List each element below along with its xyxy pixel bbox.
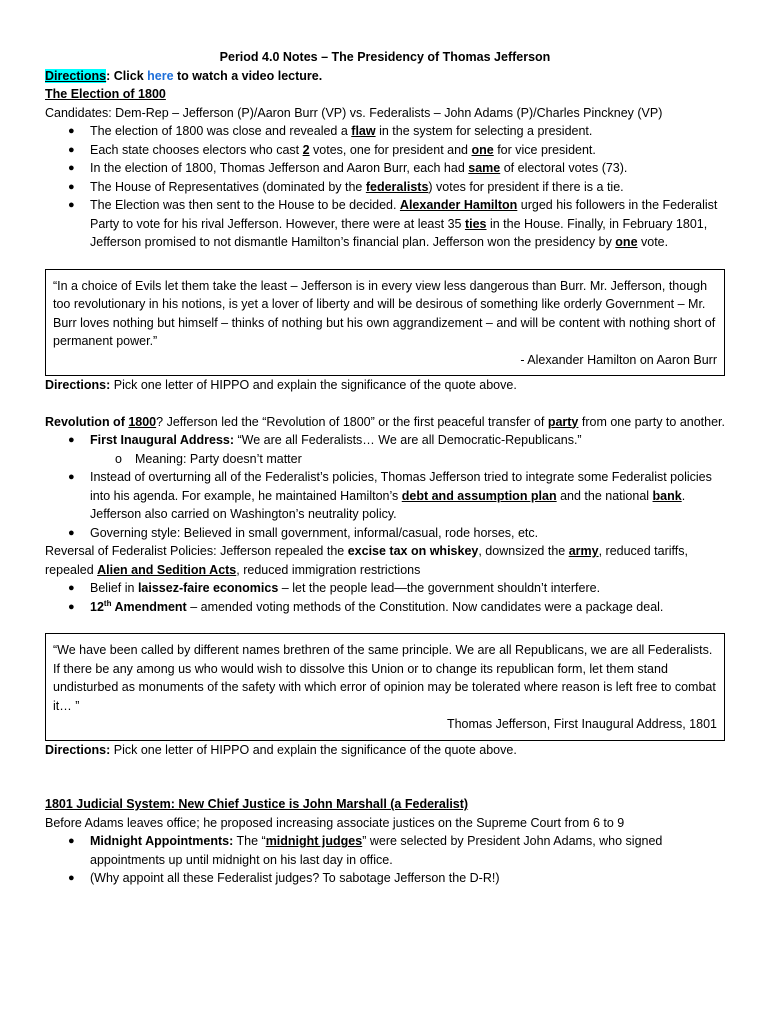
- judicial-bullets: [45, 832, 725, 888]
- list-item: ● Belief in laissez-faire economics – let the people lead—the government shouldn’t interfere.: [45, 579, 725, 598]
- quote-attribution: - Alexander Hamilton on Aaron Burr: [520, 352, 717, 367]
- list-item: ● (Why appoint all these Federalist judges? To sabotage Jefferson the D-R!): [45, 869, 725, 888]
- judicial-intro: Before Adams leaves office; he proposed increasing associate justices on the Supreme Court from 6 to 9: [45, 815, 625, 830]
- judicial-heading: 1801 Judicial System: New Chief Justice is John Marshall (a Federalist): [45, 797, 469, 811]
- page-title: Period 4.0 Notes – The Presidency of Thomas Jefferson: [219, 50, 551, 64]
- document-body: [45, 48, 725, 888]
- list-item: ● The election of 1800 was close and revealed a flaw in the system for selecting a president.: [45, 122, 725, 141]
- list-item: ● In the election of 1800, Thomas Jefferson and Aaron Burr, each had same of electoral votes (73).: [45, 159, 725, 178]
- directions-label: Directions: [45, 68, 107, 83]
- revolution-paragraph: Revolution of 1800? Jefferson led the “Revolution of 1800” or the first peaceful transfer of party from one party to another.: [45, 414, 726, 429]
- election-bullets: [45, 122, 725, 252]
- meaning-subitem: o Meaning: Party doesn’t matter: [45, 450, 725, 469]
- list-item: ● Midnight Appointments: The “midnight judges” were selected by President John Adams, who signed appointments up until midnight on his last day in office.: [45, 832, 725, 869]
- list-item: ● Instead of overturning all of the Federalist’s policies, Thomas Jefferson tried to integrate some Federalist policies into his agenda. For example, he maintained Hamilton’s debt and assumption plan and the national bank. Jefferson also carried on Washington’s neutrality policy.: [45, 468, 725, 524]
- hamilton-quote-box: [45, 269, 725, 377]
- list-item: ● Each state chooses electors who cast 2 votes, one for president and one for vice president.: [45, 141, 725, 160]
- hippo-directions: Directions: Pick one letter of HIPPO and explain the significance of the quote above.: [45, 378, 517, 392]
- list-item: ● 12th Amendment – amended voting methods of the Constitution. Now candidates were a package deal.: [45, 598, 725, 617]
- jefferson-quote-box: [45, 633, 725, 741]
- directions-line: Directions: Click here to watch a video lecture.: [45, 68, 323, 83]
- list-item: ● First Inaugural Address: “We are all Federalists… We are all Democratic-Republicans.”: [45, 431, 725, 450]
- video-lecture-link[interactable]: here: [147, 68, 174, 83]
- election-heading: The Election of 1800: [45, 87, 166, 101]
- quote-text: “In a choice of Evils let them take the least – Jefferson is in every view less dangerous than Burr. Mr. Jefferson, though too revolutionary in his notions, is yet a lover of liberty and will be desirous of something like orderly Government – Mr. Burr loves nothing but himself – thinks of nothing but his own aggrandizement – and will be content with nothing short of permanent power.”: [53, 278, 716, 348]
- quote-attribution: Thomas Jefferson, First Inaugural Address, 1801: [446, 717, 717, 731]
- candidates-line: Candidates: Dem-Rep – Jefferson (P)/Aaron Burr (VP) vs. Federalists – John Adams (P)/Charles Pinckney (VP): [45, 105, 663, 120]
- reversal-paragraph: Reversal of Federalist Policies: Jefferson repealed the excise tax on whiskey, downsized the army, reduced tariffs, repealed Alien and Sedition Acts, reduced immigration restrictions: [45, 544, 688, 577]
- list-item: ● The Election was then sent to the House to be decided. Alexander Hamilton urged his followers in the Federalist Party to vote for his rival Jefferson. However, there were at least 35 ties in the House. Finally, in February 1801, Jefferson promised to not dismantle Hamilton’s financial plan. Jefferson won the presidency by one vote.: [45, 196, 725, 252]
- hippo-directions: Directions: Pick one letter of HIPPO and explain the significance of the quote above.: [45, 742, 517, 757]
- list-item: ● Governing style: Believed in small government, informal/casual, rode horses, etc.: [45, 524, 725, 543]
- revolution-bullets: [45, 431, 725, 450]
- list-item: ● The House of Representatives (dominated by the federalists) votes for president if there is a tie.: [45, 178, 725, 197]
- quote-text: “We have been called by different names brethren of the same principle. We are all Republicans, we are all Federalists. If there be any among us who would wish to dissolve this Union or to change its republican form, let them stand undisturbed as monuments of the safety with which error of opinion may be tolerated where reason is left free to combat it… ”: [53, 643, 716, 713]
